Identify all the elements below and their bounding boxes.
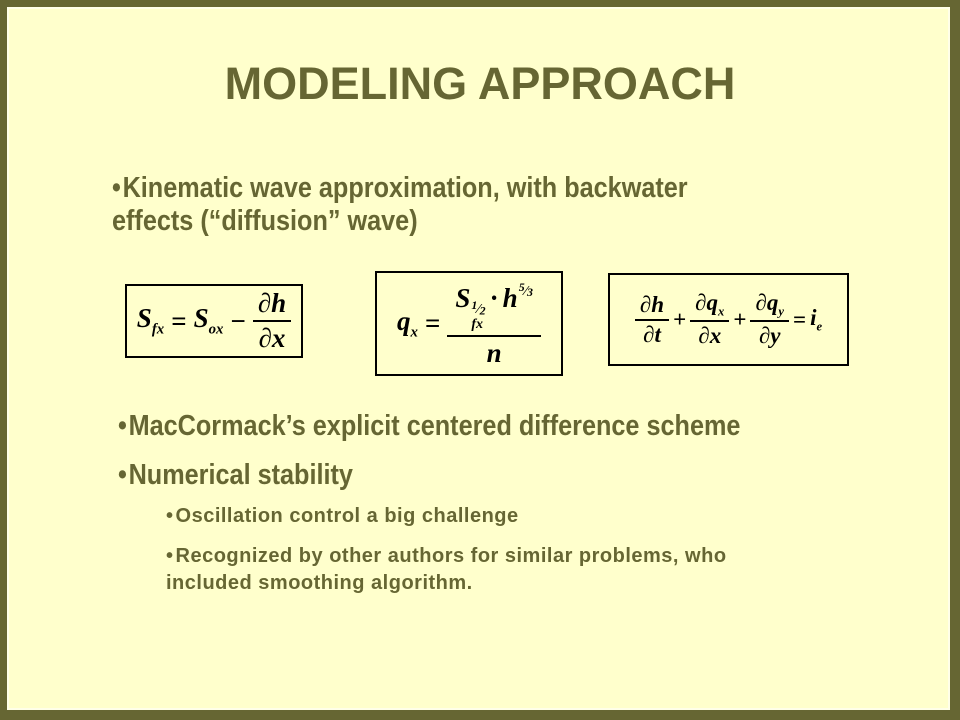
eq2-s-term <box>455 283 485 332</box>
eq1-minus-sign: − <box>230 305 246 336</box>
bullet-kinematic-line2: effects (“diffusion” wave) <box>112 205 418 237</box>
eq3-term2-num-sub: x <box>718 304 725 319</box>
eq2-h-exp-slash: ⁄ <box>524 283 527 300</box>
eq2-s-supsub <box>471 299 485 332</box>
eq1-fraction-numerator: ∂h <box>253 288 291 322</box>
eq2-s-base: S <box>455 283 471 314</box>
eq3-term3-denominator: ∂y <box>758 323 781 349</box>
eq2-s-exp-slash: ⁄ <box>477 301 480 318</box>
bullet-numerical-stability-text: Numerical stability <box>128 459 353 491</box>
eq2-lhs <box>397 306 418 341</box>
eq3-term2-numerator <box>690 290 729 323</box>
subbullet-recognized-line1-text: Recognized by other authors for similar problems, who <box>175 545 727 567</box>
subbullet-recognized-line2: included smoothing algorithm. <box>166 572 473 594</box>
bullet-marker: • <box>118 410 127 442</box>
eq1-lhs-base: S <box>136 303 152 334</box>
bullet-marker: • <box>118 459 127 491</box>
bullet-marker: • <box>112 172 121 204</box>
eq2-fraction-numerator <box>447 278 541 337</box>
eq3-equals-sign: = <box>792 306 807 332</box>
eq2-h-term <box>503 280 533 314</box>
eq2-equals-sign: = <box>424 308 441 338</box>
eq1-rhs-base: S <box>193 303 209 334</box>
subbullet-oscillation-text: Oscillation control a big challenge <box>175 505 519 527</box>
bullet-marker: • <box>166 505 174 527</box>
eq3-term1-fraction <box>635 292 669 348</box>
bullet-numerical-stability <box>118 459 353 492</box>
eq2-fraction <box>447 278 541 369</box>
eq3-term2-denominator: ∂x <box>698 323 722 349</box>
eq3-term3-fraction <box>750 290 789 350</box>
eq2-h-exponent <box>518 280 533 300</box>
eq2-s-sub: fx <box>471 316 484 333</box>
eq3-plus-sign-2: + <box>733 306 747 332</box>
eq1-fraction <box>253 288 291 354</box>
eq3-rhs <box>810 305 822 335</box>
eq2-lhs-base: q <box>397 305 411 336</box>
bullet-marker: • <box>166 545 174 567</box>
eq3-term3-num-sub: y <box>778 304 784 319</box>
bullet-maccormack <box>118 410 740 443</box>
eq3-term3-numerator <box>750 290 789 323</box>
eq3-plus-sign-1: + <box>673 306 687 332</box>
eq1-equals-sign: = <box>171 305 187 336</box>
eq2-dot-operator: · <box>489 283 499 314</box>
eq3-term2-fraction <box>690 290 729 350</box>
eq3-term1-numerator: ∂h <box>635 292 669 321</box>
eq1-lhs-sub: fx <box>151 321 165 338</box>
eq2-s-exp-den: 2 <box>479 303 486 318</box>
eq2-fraction-denominator: n <box>486 337 502 368</box>
eq1-lhs <box>137 303 164 338</box>
eq3-rhs-sub: e <box>816 319 823 334</box>
bullet-kinematic-wave <box>112 172 688 238</box>
equation-box-friction-slope <box>125 284 303 358</box>
eq1-rhs <box>194 303 224 338</box>
slide-title: MODELING APPROACH <box>224 58 736 109</box>
bullet-kinematic-line1-text: Kinematic wave approximation, with backwater <box>122 172 688 204</box>
eq3-rhs-base: i <box>810 304 817 330</box>
subbullet-recognized-line1 <box>166 543 727 570</box>
eq3-term3-num-base: ∂q <box>755 289 779 315</box>
eq3-term2-num-base: ∂q <box>695 289 719 315</box>
bullet-maccormack-text: MacCormack’s explicit centered difference scheme <box>128 410 741 442</box>
eq1-rhs-sub: ox <box>208 321 224 338</box>
eq3-term1-denominator: ∂t <box>643 321 661 347</box>
eq2-lhs-sub: x <box>410 324 418 341</box>
bullet-kinematic-line1 <box>112 172 688 205</box>
eq2-h-base: h <box>502 283 518 314</box>
eq2-h-exp-den: 3 <box>527 285 533 300</box>
eq2-s-exp-num: 1 <box>471 298 478 313</box>
eq2-s-exponent <box>471 299 485 317</box>
eq1-fraction-denominator: ∂x <box>258 323 286 353</box>
equation-box-discharge <box>375 271 563 376</box>
equation-box-continuity <box>608 273 849 366</box>
subbullet-recognized <box>166 543 727 597</box>
eq2-h-exp-num: 5 <box>518 280 525 295</box>
subbullet-oscillation <box>166 503 519 530</box>
